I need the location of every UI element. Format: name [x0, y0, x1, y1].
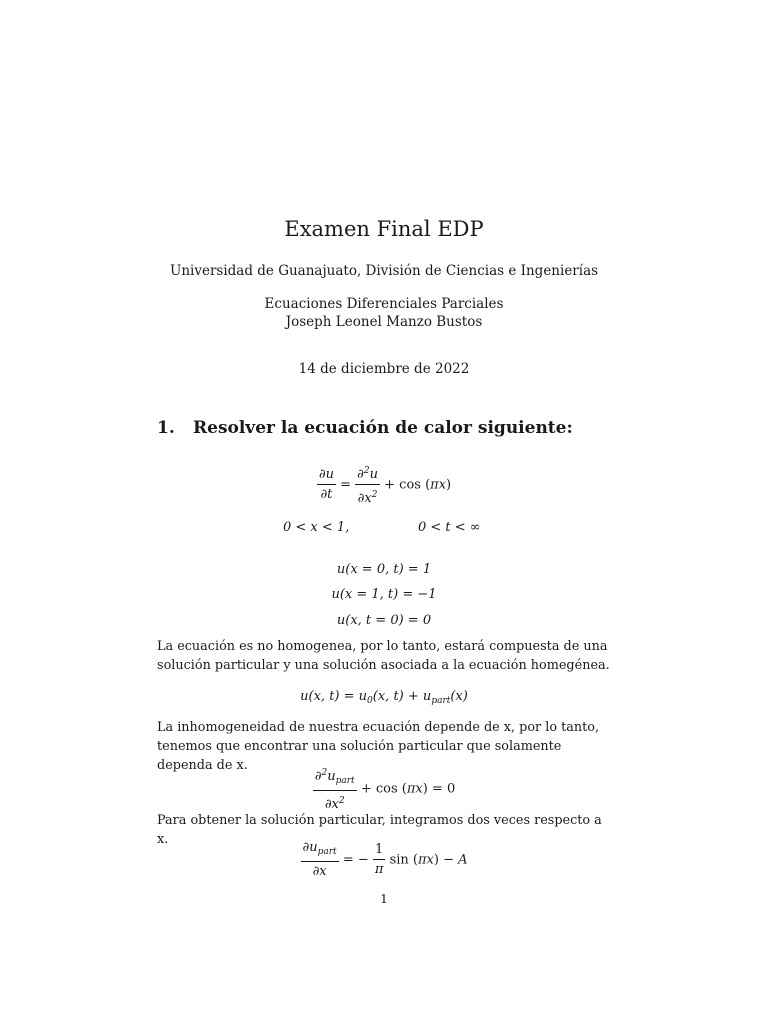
initial-condition: u(x, t = 0) = 0 — [336, 613, 432, 628]
solution-decomposition: u(x, $t) = u_0(x$, $t) + u_{part}(x)$ — [300, 689, 468, 706]
paragraph-1: La ecuación es no homogenea, por lo tanto, estará compuesta de una solución particular y una solución asociada a la ecuación homegénea. — [157, 639, 610, 673]
section-heading — [157, 416, 573, 440]
domain-x: 0 < x < 1, — [283, 520, 350, 535]
document-date: 14 de diciembre de 2022 — [298, 361, 470, 377]
heat-equation: $\frac{\partial u}{\partial t}$ = $\frac{\partial^2u}{\partial x^2}$ + cos (πx) — [0, 463, 768, 507]
page-number: 1 — [380, 891, 388, 906]
document-title: Examen Final EDP — [284, 217, 484, 241]
institution: Universidad de Guanajuato, División de Ciencias e Ingenierías — [169, 263, 599, 279]
paragraph-3: Para obtener la solución particular, integramos dos veces respecto a x. — [157, 813, 602, 847]
section-title: Resolver la ecuación de calor siguiente: — [193, 418, 573, 438]
author-name: Joseph Leonel Manzo Bustos — [285, 314, 483, 330]
boundary-condition-1: u(x = 0, t) = 1 — [336, 562, 432, 577]
course-name: Ecuaciones Diferenciales Parciales — [264, 296, 504, 312]
first-integration: $\frac{\partial u_{part}}{\partial x}$ = − $\frac{1}{\pi}$ sin (πx) − A — [302, 840, 468, 879]
domain-t: 0 < t < ∞ — [418, 520, 481, 535]
boundary-condition-2: u(x = 1, t) = −1 — [331, 587, 437, 602]
section-number: 1. — [157, 418, 175, 438]
paragraph-2: La inhomogeneidad de nuestra ecuación depende de x, por lo tanto, tenemos que encontrar una solución particular que solamente dependa de x. — [157, 720, 600, 773]
particular-equation: $\frac{\partial^2u_{part}}{\partial x^2}$ + cos (πx) = 0 — [0, 765, 768, 813]
